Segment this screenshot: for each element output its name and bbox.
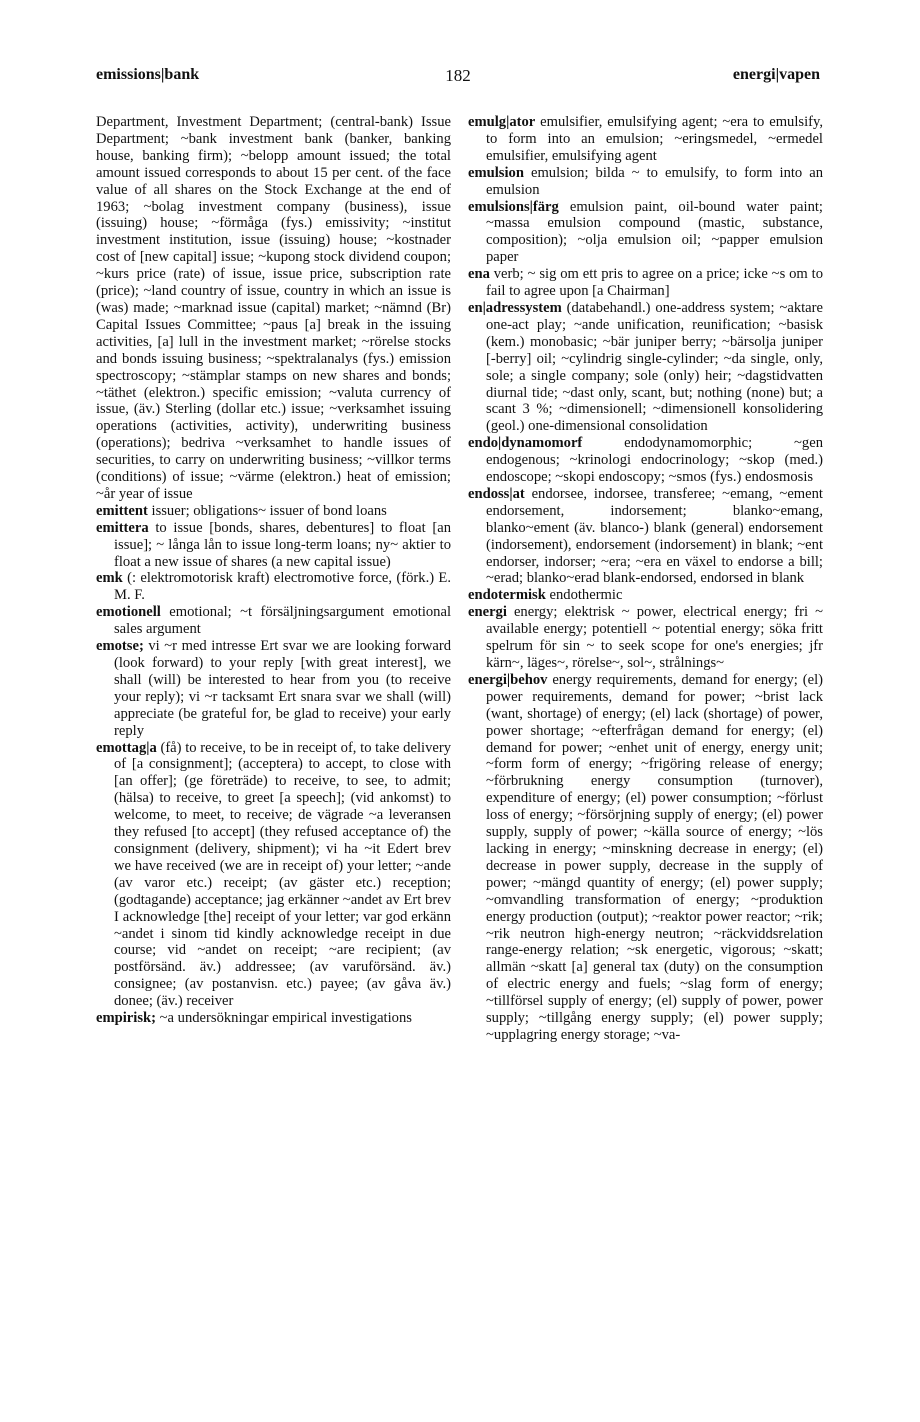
entry-text: (databehandl.) one-address system; ~aktare one-act play; ~ande unification, reunification; ~basisk (kem.) monobasic; ~bär juniper berry; ~bärsolja juniper [-berry] oil; ~cylindrig single-cylinder; ~da single, only, sole; a single company; sole (only) heir; ~dagstidvatten diurnal tide; ~dast only, scant, but; nothing (none) but; a scant 3 %; ~dimensionell; ~dimensionell konsolidering (geol.) one-dimensional consolidation — [486, 299, 823, 435]
entry-text: energy; elektrisk ~ power, electrical energy; fri ~ available energy; potentiell ~ potential energy; söka fritt spelrum för sin ~ to seek scope for one's energies; jfr kärn~, läges~, rörelse~, sol~, strålnings~ — [486, 604, 823, 671]
entry-text: endodynamomorphic; ~gen endogenous; ~krinologi endocrinology; ~skop (med.) endoscope; ~skopi endoscopy; ~smos (fys.) endosmosis — [486, 435, 823, 486]
dictionary-entry — [468, 300, 823, 435]
entry-headword: en|adressystem — [468, 299, 562, 316]
entry-text: endorsee, indorsee, transferee; ~emang, ~ement endorsement, indorsement; blanko~emang, blanko~ement (äv. blanco-) blank (general) endorsement (indorsement), endorsement (indorsement) in blank; ~ent endorser, indorser; ~era; ~era en växel to endorse a bill; ~erad; blanko~erad blank-endorsed, endorsed in blank — [486, 485, 823, 587]
dictionary-entry — [96, 520, 451, 571]
entry-text: ~a undersökningar empirical investigations — [156, 1010, 412, 1027]
dictionary-entry — [468, 435, 823, 486]
right-guide-word: energi|vapen — [732, 66, 820, 83]
entry-text: vi ~r med intresse Ert svar we are looking forward (look forward) to your reply [with great interest], we shall (will) be interested to hear from you (to receive your reply); vi ~r tacksamt Ert snara svar we shall (will) appreciate (be grateful for, be glad to receive) your early reply — [114, 638, 451, 739]
entry-headword: emulsion — [468, 164, 524, 181]
entry-headword: emottag|a — [96, 739, 157, 756]
right-column — [468, 114, 823, 1044]
running-header — [96, 66, 820, 90]
entry-headword: emittent — [96, 502, 148, 519]
entry-text: emulsifier, emulsifying agent; ~era to emulsify, to form into an emulsion; ~eringsmedel, ~ermedel emulsifier, emulsifying agent — [486, 114, 823, 164]
dictionary-entry — [96, 114, 451, 503]
dictionary-entry — [96, 1010, 451, 1027]
left-guide-word: emissions|bank — [96, 66, 200, 83]
entry-text: emotional; ~t försäljningsargument emotional sales argument — [114, 604, 451, 638]
entry-headword: endotermisk — [468, 587, 546, 604]
dictionary-entry — [468, 486, 823, 587]
entry-headword: endo|dynamomorf — [468, 435, 583, 452]
dictionary-entry — [96, 604, 451, 638]
entry-text: verb; ~ sig om ett pris to agree on a price; icke ~s om to fail to agree upon [a Chairman] — [486, 266, 823, 300]
entry-headword: endoss|at — [468, 485, 525, 502]
entry-text: endothermic — [545, 587, 623, 604]
entry-text: energy requirements, demand for energy; (el) power requirements, demand for power; ~brist lack (want, shortage) of energy; (el) lack (shortage) of power, power shortage; ~efterfrågan demand for energy; (el) demand for power; ~enhet unit of energy, energy unit; ~form form of energy; ~frigöring release of energy; ~förbrukning energy consumption (turnover), expenditure of energy; (el) power consumption; ~förlust loss of energy; ~försörjning supply of energy; (el) power supply, supply of power; ~källa source of energy; ~lös lacking in energy; ~minskning decrease in energy; (el) decrease in power supply, decrease in the supply of power; ~mängd quantity of energy; (el) power supply; ~omvandling transformation of energy; ~produktion energy production (output); ~reaktor power reactor; ~rik; ~rik neutron high-energy neutron; ~räckviddsrelation range-energy relation; ~sk energetic, vigorous; ~skatt; allmän ~skatt [a] general tax (duty) on the consumption of electric energy and fuels; ~slag form of energy; ~tillförsel supply of energy; (el) supply of power, power supply; ~tillgång energy supply; (el) power supply; ~upplagring energy storage; ~va- — [486, 671, 823, 1043]
left-column — [96, 114, 451, 1027]
entry-text: issuer; obligations~ issuer of bond loans — [147, 502, 387, 519]
entry-headword: emk — [96, 570, 123, 587]
entry-headword: emittera — [96, 519, 149, 536]
dictionary-entry — [468, 672, 823, 1044]
entry-headword: emotse; — [96, 638, 144, 655]
dictionary-entry — [468, 587, 823, 604]
entry-text: (få) to receive, to be in receipt of, to take delivery of [a consignment]; (acceptera) to accept, to close with [an offer]; (ge företräde) to receive, to see, to admit; (hälsa) to receive, to greet [a speech]; (vid ankomst) to welcome, to meet, to receive; de vägrade ~a leveransen they refused [to accept] (they refused acceptance of) the consignment (delivery, shipment); vi ha ~it Edert brev we have received (we are in receipt of) your letter; ~ande (av varor etc.) receipt; (av gäster etc.) reception; (godtagande) acceptance; jag erkänner ~andet av Ert brev I acknowledge [the] receipt of your letter; var god erkänn ~andet i sinom tid kindly acknowledge receipt in due course; vid ~andet on receipt; ~are recipient; (av postförsänd. äv.) addressee; (av varuförsänd. äv.) consignee; (av postanvisn. etc.) payee; (av gåva äv.) donee; (äv.) receiver — [114, 739, 451, 1010]
dictionary-entry — [468, 165, 823, 199]
entry-text: emulsion; bilda ~ to emulsify, to form into an emulsion — [486, 164, 823, 198]
dictionary-entry — [468, 266, 823, 300]
entry-headword: emulg|ator — [468, 114, 536, 130]
dictionary-entry — [96, 570, 451, 604]
dictionary-entry — [468, 604, 823, 672]
page-number: 182 — [445, 66, 471, 85]
dictionary-entry — [96, 503, 451, 520]
entry-headword: energi — [468, 604, 507, 621]
dictionary-entry — [96, 740, 451, 1011]
dictionary-entry — [468, 199, 823, 267]
entry-headword: ena — [468, 266, 490, 283]
entry-text: emulsion paint, oil-bound water paint; ~massa emulsion compound (mastic, substance, composition); ~olja emulsion oil; ~papper emulsion paper — [486, 198, 823, 266]
entry-headword: emotionell — [96, 604, 161, 621]
entry-headword: energi|behov — [468, 671, 548, 688]
entry-text: Department, Investment Department; (central-bank) Issue Department; ~bank investment bank (banker, banking house, banking firm); ~belopp amount issued; the total amount issued corresponds to about 15 per cent. of the face value of all shares on the Stock Exchange at the end of 1963; ~bolag investment company (business), issue (issuing) house; ~förmåga (fys.) emissivity; ~institut investment institution, issue (issuing) house; ~kostnader cost of [new capital] issue; ~kupong stock dividend coupon; ~kurs price (rate) of issue, issue price, subscription rate (price); ~land country of issue, country in which an issue is (was) made; ~marknad issue (capital) market; ~nämnd (Br) Capital Issues Committee; ~paus [a] break in the issuing activities, [a] lull in the investment market; ~rörelse stocks and bonds issuing business; ~spektralanalys (fys.) emission spectroscopy; ~stämplar stamps on new shares and bonds; ~täthet (elektron.) specific emission; ~valuta currency of issue, (äv.) Sterling (dollar etc.) issue; ~verksamhet issuing operations (activities, activity), underwriting business (operations); bedriva ~verksamhet to handle issues of securities, to carry on underwriting business; ~villkor terms (conditions) of issue; ~värme (elektron.) heat of emission; ~år year of issue — [96, 114, 451, 502]
entry-headword: empirisk; — [96, 1010, 156, 1027]
entry-headword: emulsions|färg — [468, 198, 559, 215]
dictionary-entry — [468, 114, 823, 165]
entry-text: to issue [bonds, shares, debentures] to float [an issue]; ~ långa lån to issue long-term loans; ny~ aktier to float a new issue of shares (a new capital issue) — [114, 519, 451, 570]
dictionary-entry — [96, 638, 451, 739]
entry-text: (: elektromotorisk kraft) electromotive force, (förk.) E. M. F. — [114, 570, 451, 604]
